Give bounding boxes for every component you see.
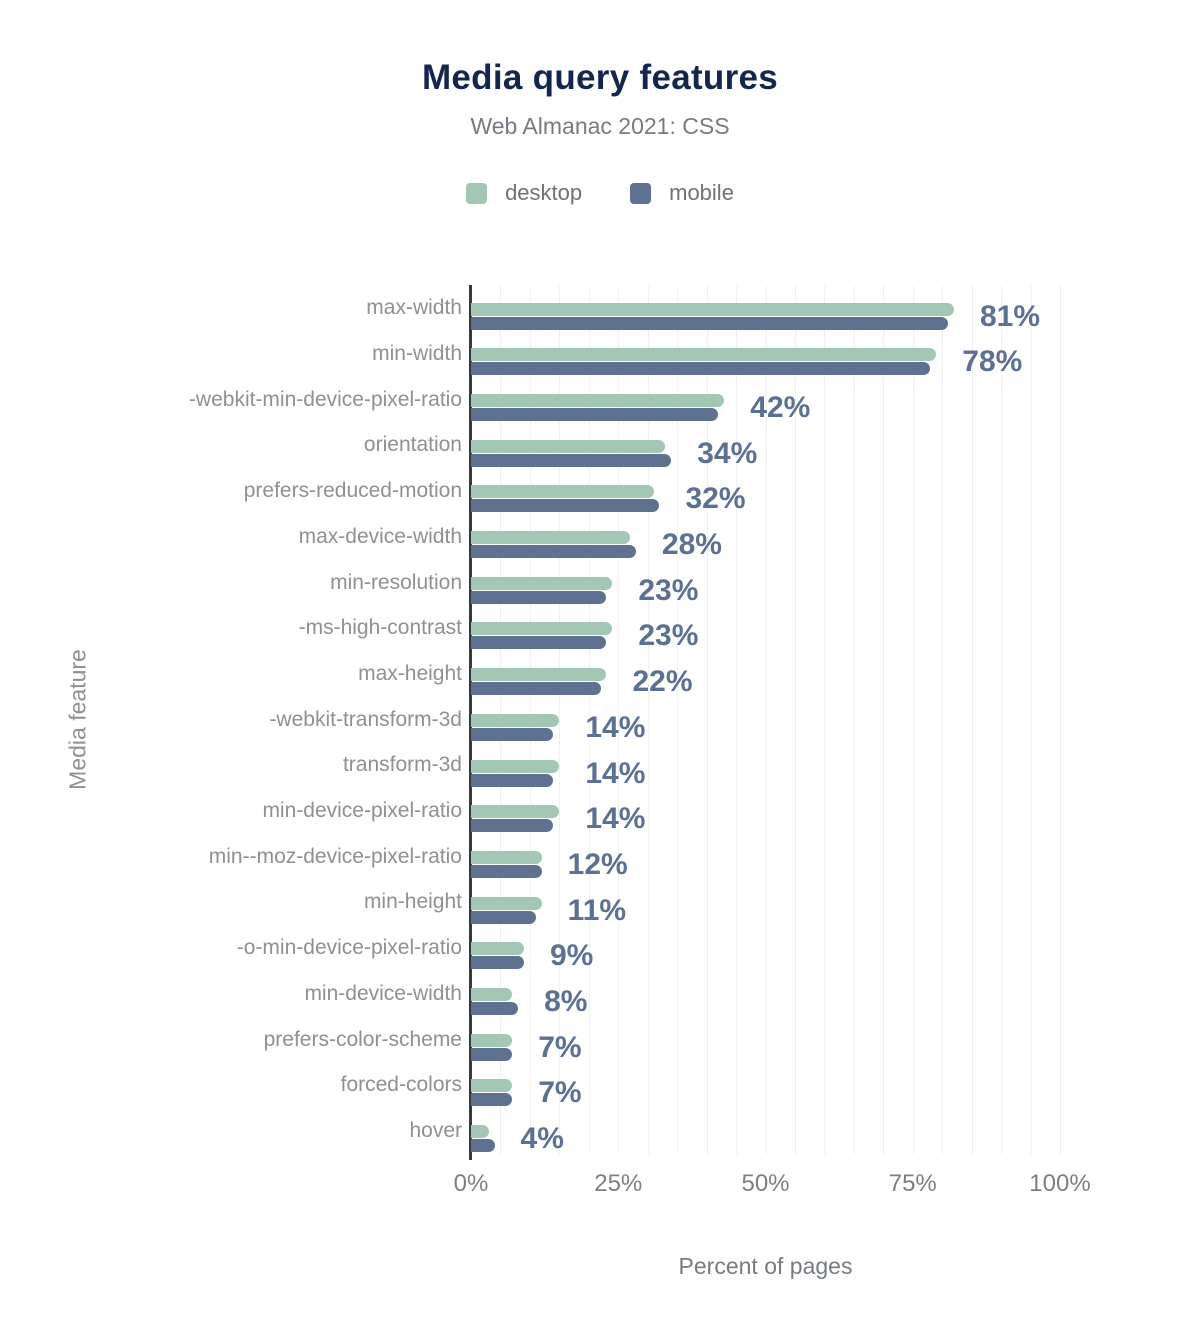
category-label: min--moz-device-pixel-ratio [208, 844, 462, 868]
value-label: 23% [638, 619, 699, 653]
mobile-bar [471, 1048, 512, 1061]
desktop-bar [471, 440, 665, 453]
gridline [854, 286, 855, 1154]
value-label: 32% [685, 482, 746, 516]
value-label: 4% [520, 1122, 564, 1156]
category-label: max-width [366, 296, 462, 320]
value-label: 14% [585, 710, 646, 744]
value-label: 22% [632, 665, 693, 699]
category-label: hover [409, 1118, 462, 1142]
gridline [824, 286, 825, 1154]
gridline [1060, 286, 1061, 1154]
desktop-bar [471, 577, 612, 590]
gridline [972, 286, 973, 1154]
category-label: -webkit-transform-3d [269, 707, 462, 731]
desktop-bar [471, 485, 654, 498]
category-label: min-device-width [304, 981, 462, 1005]
desktop-bar [471, 1125, 489, 1138]
category-label: -o-min-device-pixel-ratio [236, 936, 462, 960]
desktop-bar [471, 531, 630, 544]
category-label: forced-colors [340, 1073, 462, 1097]
desktop-bar [471, 714, 559, 727]
mobile-bar [471, 454, 671, 467]
x-axis-tick-label: 50% [741, 1169, 790, 1197]
category-label: min-width [372, 342, 462, 366]
mobile-bar [471, 1002, 518, 1015]
mobile-bar [471, 408, 718, 421]
desktop-bar [471, 668, 606, 681]
mobile-bar [471, 682, 601, 695]
mobile-bar [471, 636, 606, 649]
desktop-bar [471, 851, 542, 864]
chart-subtitle: Web Almanac 2021: CSS [470, 113, 730, 139]
mobile-bar [471, 1139, 495, 1152]
gridline [736, 286, 737, 1154]
desktop-bar [471, 805, 559, 818]
mobile-bar [471, 865, 542, 878]
gridline [1031, 286, 1032, 1154]
value-label: 7% [538, 1030, 582, 1064]
x-axis-tick-label: 75% [888, 1169, 937, 1197]
value-label: 23% [638, 573, 699, 607]
desktop-bar [471, 622, 612, 635]
value-label: 8% [544, 985, 588, 1018]
legend-label-mobile: mobile [669, 180, 734, 205]
mobile-bar [471, 911, 536, 924]
mobile-bar [471, 545, 636, 558]
value-label: 9% [550, 939, 594, 973]
value-label: 34% [697, 436, 758, 470]
category-label: min-resolution [330, 570, 462, 594]
x-axis-tick-label: 25% [594, 1169, 643, 1197]
mobile-bar [471, 499, 659, 512]
category-label: prefers-reduced-motion [243, 479, 462, 503]
mobile-bar [471, 728, 553, 741]
desktop-bar [471, 1034, 512, 1047]
mobile-bar [471, 317, 948, 330]
value-label: 28% [661, 528, 722, 561]
value-label: 78% [962, 345, 1023, 379]
x-axis-tick-label: 100% [1029, 1169, 1091, 1197]
value-label: 14% [585, 802, 646, 836]
chart-title: Media query features [421, 58, 779, 97]
gridline [883, 286, 884, 1154]
desktop-bar [471, 942, 524, 955]
mobile-bar [471, 1093, 512, 1106]
value-label: 7% [538, 1076, 582, 1110]
category-label: min-height [363, 890, 462, 914]
value-label: 11% [567, 893, 627, 927]
mobile-bar [471, 774, 553, 787]
mobile-bar [471, 819, 553, 832]
mobile-bar [471, 362, 930, 375]
desktop-bar [471, 760, 559, 773]
category-label: transform-3d [342, 753, 462, 777]
x-axis-title: Percent of pages [678, 1253, 853, 1279]
category-label: -ms-high-contrast [298, 616, 462, 640]
category-label: orientation [363, 433, 462, 457]
y-axis-title: Media feature [64, 648, 91, 790]
category-label: -webkit-min-device-pixel-ratio [188, 387, 462, 411]
category-label: max-height [358, 661, 462, 685]
value-label: 14% [585, 756, 646, 790]
value-label: 12% [567, 847, 628, 881]
desktop-bar [471, 988, 512, 1001]
gridline [942, 286, 943, 1154]
category-label: max-device-width [298, 524, 462, 548]
desktop-bar [471, 303, 954, 316]
category-label: prefers-color-scheme [263, 1027, 462, 1051]
mobile-bar [471, 591, 606, 604]
x-axis-tick-label: 0% [453, 1169, 489, 1197]
desktop-bar [471, 897, 542, 910]
desktop-bar [471, 394, 724, 407]
desktop-bar [471, 348, 936, 361]
value-label: 81% [979, 299, 1041, 333]
gridline [913, 286, 914, 1154]
legend-label-desktop: desktop [505, 180, 583, 205]
mobile-bar [471, 956, 524, 969]
desktop-bar [471, 1079, 512, 1092]
gridline [1001, 286, 1002, 1154]
category-label: min-device-pixel-ratio [262, 799, 462, 823]
value-label: 42% [750, 390, 811, 424]
